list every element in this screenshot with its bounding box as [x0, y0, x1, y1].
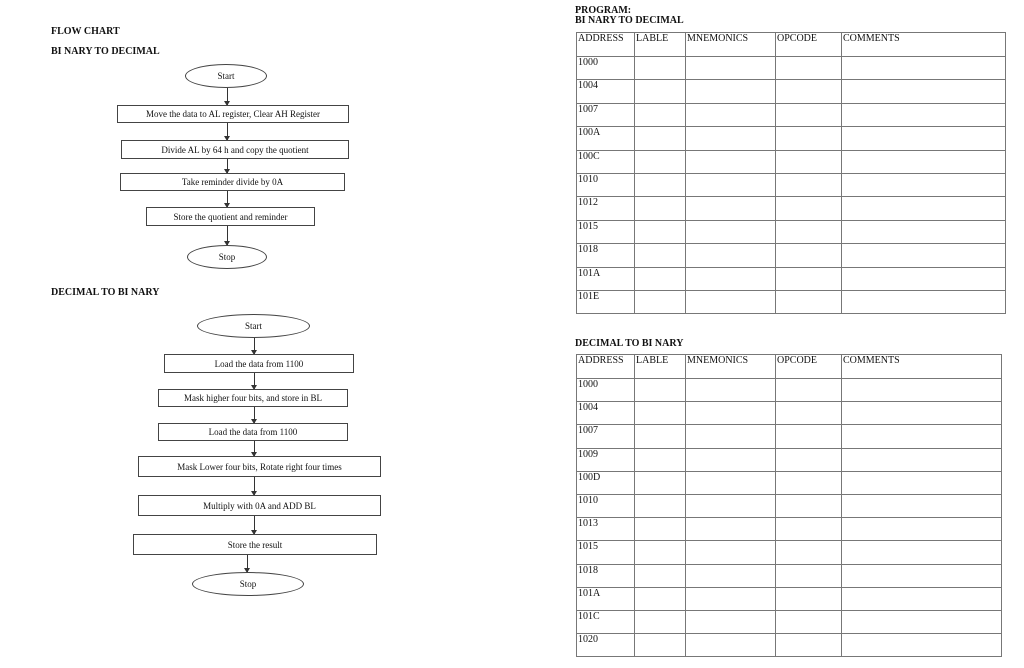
table-row [577, 494, 1002, 517]
empty-cell [776, 267, 842, 290]
address-cell: 1000 [577, 379, 635, 402]
address-cell: 1020 [577, 634, 635, 657]
table-row [577, 471, 1002, 494]
b2d-flow-title: BI NARY TO DECIMAL [51, 46, 160, 57]
empty-cell [842, 220, 1006, 243]
empty-cell [842, 402, 1002, 425]
empty-cell [635, 80, 686, 103]
empty-cell [635, 634, 686, 657]
empty-cell [635, 197, 686, 220]
empty-cell [842, 244, 1006, 267]
empty-cell [635, 587, 686, 610]
empty-cell [686, 610, 776, 633]
empty-cell [842, 610, 1002, 633]
empty-cell [635, 267, 686, 290]
empty-cell [842, 57, 1006, 80]
b2d-step-4: Store the quotient and reminder [146, 207, 315, 226]
address-cell: 1018 [577, 564, 635, 587]
empty-cell [686, 564, 776, 587]
empty-cell [686, 127, 776, 150]
address-cell: 1007 [577, 103, 635, 126]
table-row [577, 150, 1006, 173]
b2d-start-node: Start [185, 64, 267, 88]
empty-cell [776, 610, 842, 633]
d2b-stop-node: Stop [192, 572, 304, 596]
empty-cell [842, 197, 1006, 220]
empty-cell [686, 379, 776, 402]
b2d-step-2: Divide AL by 64 h and copy the quotient [121, 140, 349, 159]
arrow-icon [227, 88, 228, 105]
d2b-step-6: Store the result [133, 534, 377, 555]
empty-cell [635, 541, 686, 564]
empty-cell [686, 80, 776, 103]
b2d-table-title: BI NARY TO DECIMAL [575, 15, 684, 26]
empty-cell [635, 518, 686, 541]
arrow-icon [254, 441, 255, 456]
address-cell: 101A [577, 587, 635, 610]
arrow-icon [254, 477, 255, 495]
empty-cell [842, 471, 1002, 494]
empty-cell [842, 80, 1006, 103]
header-opcode: OPCODE [776, 355, 842, 379]
b2d-step-1: Move the data to AL register, Clear AH Register [117, 105, 349, 123]
address-cell: 1007 [577, 425, 635, 448]
empty-cell [842, 448, 1002, 471]
empty-cell [776, 564, 842, 587]
flow-chart-title: FLOW CHART [51, 26, 120, 37]
address-cell: 100D [577, 471, 635, 494]
table-row [577, 634, 1002, 657]
empty-cell [635, 244, 686, 267]
arrow-icon [254, 407, 255, 423]
arrow-icon [227, 159, 228, 173]
empty-cell [635, 173, 686, 196]
address-cell: 1018 [577, 244, 635, 267]
table-row [577, 244, 1006, 267]
header-mnemonics: MNEMONICS [686, 355, 776, 379]
empty-cell [686, 220, 776, 243]
address-cell: 1013 [577, 518, 635, 541]
table-row [577, 127, 1006, 150]
empty-cell [635, 610, 686, 633]
empty-cell [686, 103, 776, 126]
empty-cell [842, 541, 1002, 564]
empty-cell [776, 379, 842, 402]
table-row [577, 173, 1006, 196]
d2b-step-4: Mask Lower four bits, Rotate right four times [138, 456, 381, 477]
program-label: PROGRAM: [575, 5, 632, 16]
empty-cell [635, 402, 686, 425]
empty-cell [776, 173, 842, 196]
empty-cell [776, 425, 842, 448]
arrow-icon [254, 373, 255, 389]
empty-cell [686, 425, 776, 448]
empty-cell [776, 197, 842, 220]
table-row [577, 80, 1006, 103]
address-cell: 1012 [577, 197, 635, 220]
empty-cell [842, 425, 1002, 448]
header-comments: COMMENTS [842, 33, 1006, 57]
table-row [577, 103, 1006, 126]
table-header-row [577, 355, 1002, 379]
empty-cell [776, 402, 842, 425]
empty-cell [635, 425, 686, 448]
empty-cell [776, 103, 842, 126]
empty-cell [635, 150, 686, 173]
empty-cell [635, 471, 686, 494]
header-comments: COMMENTS [842, 355, 1002, 379]
header-mnemonics: MNEMONICS [686, 33, 776, 57]
address-cell: 100C [577, 150, 635, 173]
arrow-icon [254, 516, 255, 534]
table-row [577, 220, 1006, 243]
empty-cell [776, 290, 842, 313]
empty-cell [635, 57, 686, 80]
empty-cell [635, 494, 686, 517]
empty-cell [686, 494, 776, 517]
d2b-step-3: Load the data from 1100 [158, 423, 348, 441]
empty-cell [776, 220, 842, 243]
empty-cell [776, 494, 842, 517]
address-cell: 1004 [577, 402, 635, 425]
empty-cell [686, 197, 776, 220]
empty-cell [842, 150, 1006, 173]
b2d-stop-node: Stop [187, 245, 267, 269]
address-cell: 1010 [577, 173, 635, 196]
empty-cell [842, 173, 1006, 196]
arrow-icon [227, 191, 228, 207]
empty-cell [776, 634, 842, 657]
empty-cell [842, 564, 1002, 587]
empty-cell [842, 103, 1006, 126]
table-row [577, 57, 1006, 80]
empty-cell [842, 494, 1002, 517]
b2d-program-table [576, 32, 1006, 314]
table-row [577, 541, 1002, 564]
empty-cell [776, 80, 842, 103]
empty-cell [686, 634, 776, 657]
empty-cell [686, 290, 776, 313]
empty-cell [776, 244, 842, 267]
empty-cell [776, 471, 842, 494]
header-lable: LABLE [635, 355, 686, 379]
empty-cell [686, 244, 776, 267]
empty-cell [776, 587, 842, 610]
empty-cell [776, 57, 842, 80]
address-cell: 100A [577, 127, 635, 150]
empty-cell [686, 57, 776, 80]
table-row [577, 587, 1002, 610]
table-row [577, 564, 1002, 587]
empty-cell [686, 173, 776, 196]
table-row [577, 402, 1002, 425]
b2d-step-3: Take reminder divide by 0A [120, 173, 345, 191]
header-address: ADDRESS [577, 33, 635, 57]
address-cell: 1000 [577, 57, 635, 80]
header-address: ADDRESS [577, 355, 635, 379]
empty-cell [686, 150, 776, 173]
empty-cell [842, 587, 1002, 610]
table-row [577, 267, 1006, 290]
empty-cell [686, 541, 776, 564]
empty-cell [635, 220, 686, 243]
address-cell: 101E [577, 290, 635, 313]
d2b-flow-title: DECIMAL TO BI NARY [51, 287, 160, 298]
table-row [577, 290, 1006, 313]
header-lable: LABLE [635, 33, 686, 57]
address-cell: 1004 [577, 80, 635, 103]
empty-cell [686, 587, 776, 610]
d2b-start-node: Start [197, 314, 310, 338]
empty-cell [842, 379, 1002, 402]
empty-cell [842, 267, 1006, 290]
empty-cell [635, 448, 686, 471]
arrow-icon [227, 226, 228, 245]
address-cell: 1009 [577, 448, 635, 471]
address-cell: 101C [577, 610, 635, 633]
table-row [577, 425, 1002, 448]
empty-cell [686, 267, 776, 290]
address-cell: 1015 [577, 541, 635, 564]
table-row [577, 610, 1002, 633]
empty-cell [686, 448, 776, 471]
empty-cell [842, 127, 1006, 150]
empty-cell [776, 541, 842, 564]
table-row [577, 379, 1002, 402]
empty-cell [635, 564, 686, 587]
d2b-step-2: Mask higher four bits, and store in BL [158, 389, 348, 407]
empty-cell [842, 518, 1002, 541]
empty-cell [776, 127, 842, 150]
address-cell: 1015 [577, 220, 635, 243]
empty-cell [635, 103, 686, 126]
empty-cell [686, 402, 776, 425]
d2b-step-5: Multiply with 0A and ADD BL [138, 495, 381, 516]
address-cell: 101A [577, 267, 635, 290]
empty-cell [635, 290, 686, 313]
empty-cell [776, 150, 842, 173]
empty-cell [776, 518, 842, 541]
empty-cell [686, 518, 776, 541]
d2b-table-title: DECIMAL TO BI NARY [575, 338, 684, 349]
empty-cell [635, 379, 686, 402]
empty-cell [776, 448, 842, 471]
d2b-program-table [576, 354, 1002, 657]
d2b-step-1: Load the data from 1100 [164, 354, 354, 373]
empty-cell [686, 471, 776, 494]
table-row [577, 197, 1006, 220]
table-header-row [577, 33, 1006, 57]
empty-cell [635, 127, 686, 150]
empty-cell [842, 634, 1002, 657]
empty-cell [842, 290, 1006, 313]
table-row [577, 518, 1002, 541]
arrow-icon [254, 338, 255, 354]
arrow-icon [227, 123, 228, 140]
arrow-icon [247, 555, 248, 572]
header-opcode: OPCODE [776, 33, 842, 57]
address-cell: 1010 [577, 494, 635, 517]
table-row [577, 448, 1002, 471]
